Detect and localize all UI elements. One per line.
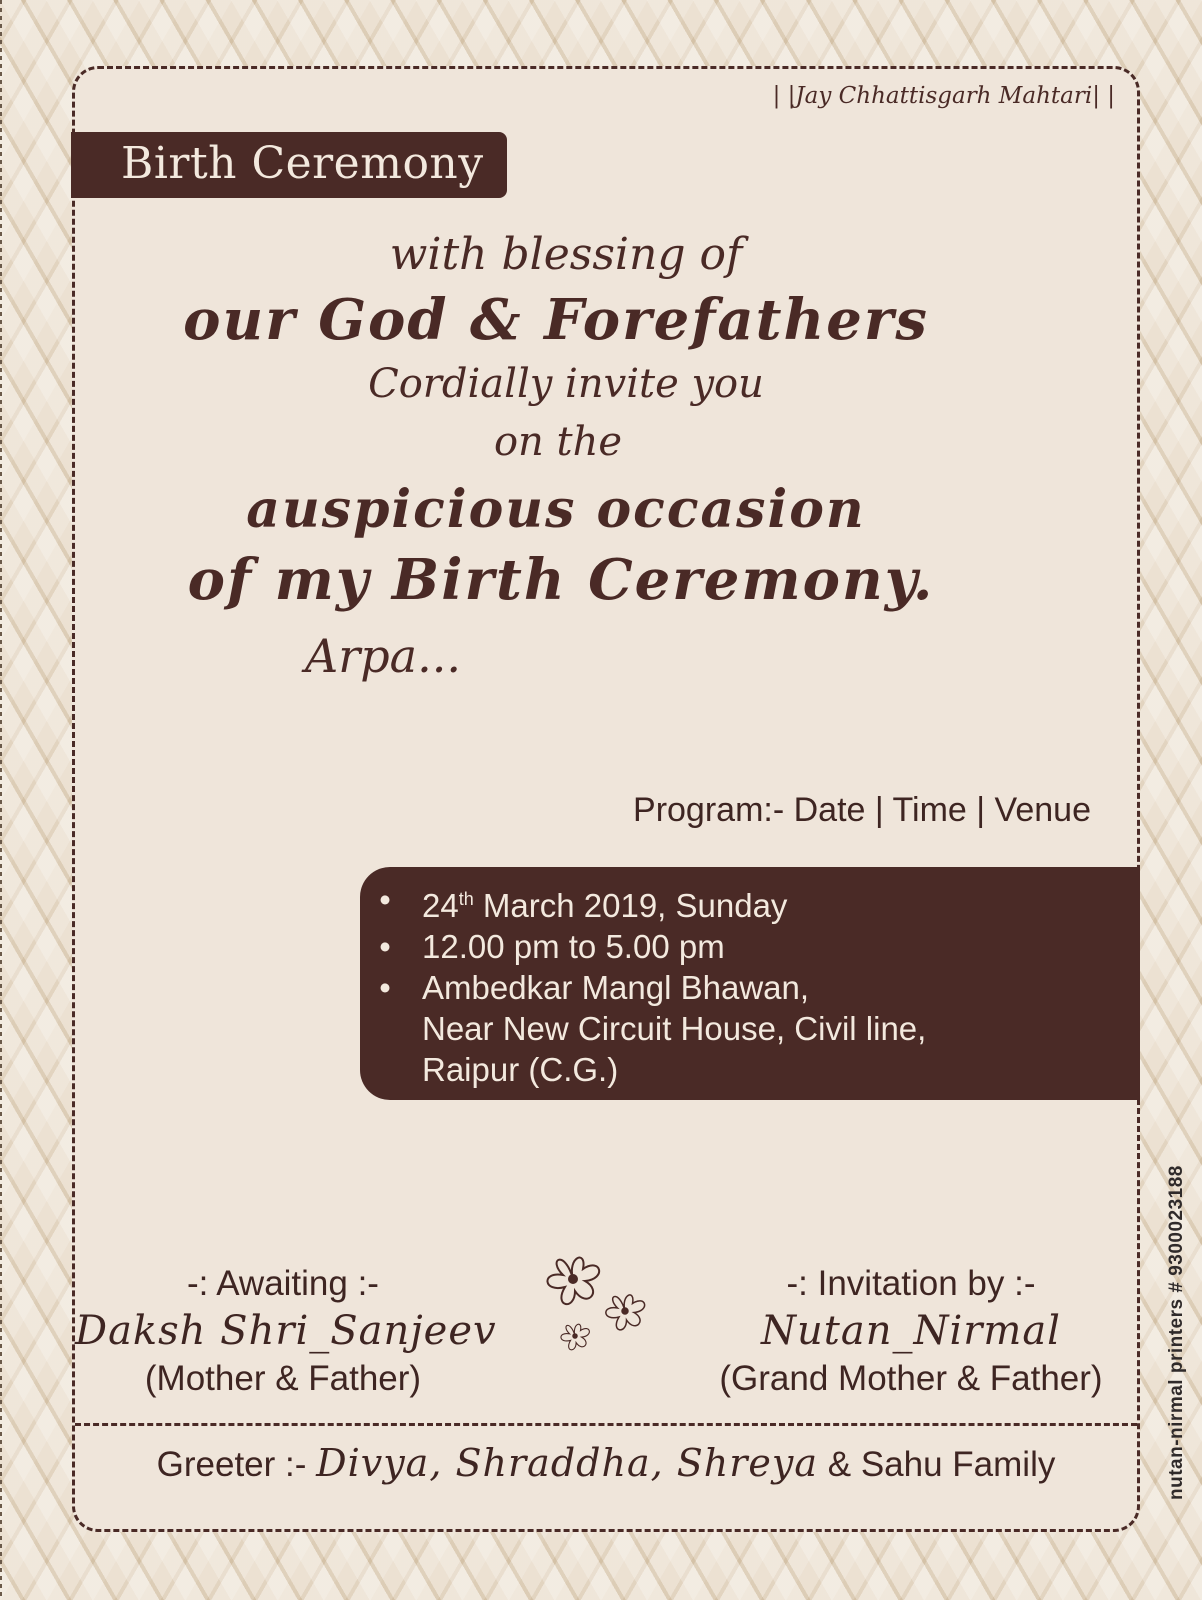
awaiting-names: Daksh Shri_Sanjeev	[75, 1308, 497, 1354]
footer-divider	[75, 1423, 1137, 1426]
greeter-line	[75, 1441, 1137, 1485]
invitation-line-5: auspicious occasion	[246, 479, 866, 540]
invitation-by-names: Nutan_Nirmal	[761, 1308, 1061, 1354]
venue-line-1: Ambedkar Mangl Bhawan,	[422, 969, 810, 1006]
invitation-line-6: of my Birth Ceremony.	[187, 547, 935, 613]
flowers-icon	[535, 1241, 655, 1361]
greeter-suffix: & Sahu Family	[818, 1445, 1056, 1484]
invitation-by-relation: (Grand Mother & Father)	[719, 1359, 1103, 1398]
date-day: 24	[422, 887, 459, 924]
program-venue	[370, 967, 926, 1008]
program-heading: Program:- Date | Time | Venue	[633, 791, 1091, 829]
card-title: Birth Ceremony	[121, 138, 484, 189]
awaiting-section	[75, 1263, 497, 1401]
invitation-by-heading: -: Invitation by :-	[786, 1264, 1036, 1303]
greeter-prefix: Greeter :-	[156, 1445, 317, 1484]
title-banner	[71, 132, 507, 198]
invitation-card	[72, 66, 1140, 1532]
invitation-by-section	[701, 1263, 1121, 1401]
date-suffix: th	[458, 889, 474, 909]
invitation-line-2: our God & Forefathers	[183, 287, 929, 353]
program-venue-cont	[370, 1008, 926, 1049]
venue-line-3: Raipur (C.G.)	[422, 1051, 619, 1088]
invitation-line-1: with blessing of	[389, 229, 743, 280]
program-time	[370, 926, 926, 967]
bullet-icon: •	[379, 881, 391, 918]
program-details-box	[360, 867, 1140, 1100]
invitation-line-3: Cordially invite you	[368, 361, 764, 407]
child-name: Arpa...	[305, 629, 461, 683]
bullet-icon: •	[379, 928, 391, 965]
motto: | |Jay Chhattisgarh Mahtari| |	[772, 83, 1115, 109]
greeter-names: Divya, Shraddha, Shreya	[316, 1441, 819, 1485]
awaiting-heading: -: Awaiting :-	[187, 1264, 379, 1303]
printer-credit: nutan-nirmal printers # 9300023188	[1166, 1165, 1187, 1500]
program-date	[370, 879, 926, 926]
time-text: 12.00 pm to 5.00 pm	[422, 928, 725, 965]
program-list	[370, 879, 926, 1090]
venue-line-2: Near New Circuit House, Civil line,	[422, 1010, 927, 1047]
bullet-icon: •	[379, 969, 391, 1006]
awaiting-relation: (Mother & Father)	[144, 1359, 422, 1398]
left-edge-border	[0, 0, 2, 1600]
invitation-line-4: on the	[493, 419, 623, 465]
program-venue-cont	[370, 1049, 926, 1090]
date-rest: March 2019, Sunday	[473, 887, 788, 924]
